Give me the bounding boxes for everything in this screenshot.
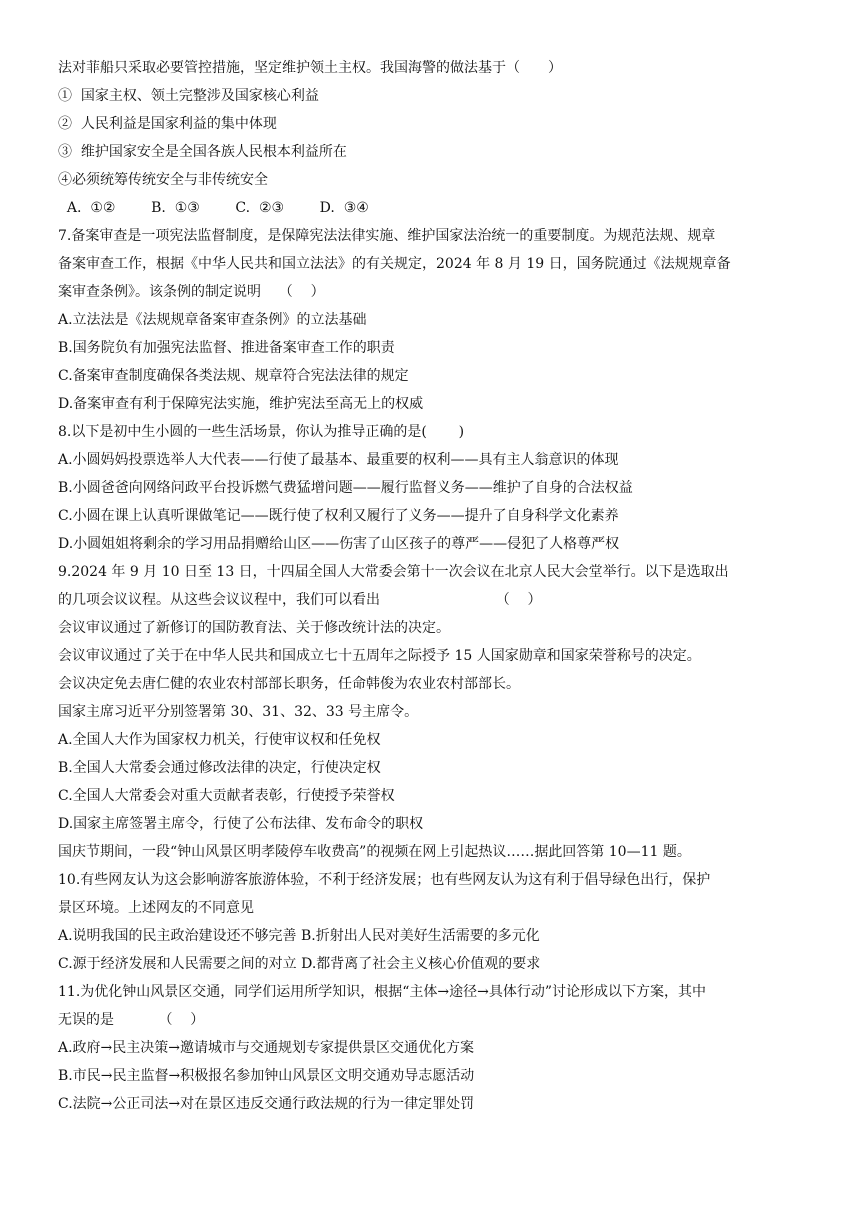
questions-10-11-intro: 国庆节期间，一段“钟山风景区明孝陵停车收费高”的视频在网上引起热议……据此回答第 10—11 题。 [58, 844, 691, 860]
question-9-option-b: B.全国人大常委会通过修改法律的决定，行使决定权 [58, 760, 381, 776]
question-11-stem-line-2: 无误的是 （ ） [58, 1012, 205, 1028]
question-7 [58, 222, 808, 418]
question-11-option-a: A.政府→民主决策→邀请城市与交通规划专家提供景区交通优化方案 [58, 1040, 475, 1056]
question-10-options-ab: A.说明我国的民主政治建设还不够完善 B.折射出人民对美好生活需要的多元化 [58, 928, 540, 944]
question-8-option-b: B.小圆爸爸向网络问政平台投诉燃气费猛增问题——履行监督义务——维护了自身的合法权益 [58, 480, 633, 496]
question-7-option-d: D.备案审查有利于保障宪法实施，维护宪法至高无上的权威 [58, 396, 424, 412]
question-10-options-cd: C.源于经济发展和人民需要之间的对立 D.都背离了社会主义核心价值观的要求 [58, 956, 541, 972]
question-6-item-2: ② 人民利益是国家利益的集中体现 [58, 116, 277, 132]
question-11-option-b: B.市民→民主监督→积极报名参加钟山风景区文明交通劝导志愿活动 [58, 1068, 475, 1084]
question-9-option-d: D.国家主席签署主席令，行使了公布法律、发布命令的职权 [58, 816, 424, 832]
question-9-option-a: A.全国人大作为国家权力机关，行使审议权和任免权 [58, 732, 381, 748]
exam-page [58, 54, 808, 1118]
question-7-stem-line-1: 7.备案审查是一项宪法监督制度，是保障宪法法律实施、维护国家法治统一的重要制度。为规范法规、规章 [58, 228, 716, 244]
question-6-item-1: ① 国家主权、领土完整涉及国家核心利益 [58, 88, 319, 104]
question-11-stem-line-1: 11.为优化钟山风景区交通，同学们运用所学知识，根据“主体→途径→具体行动”讨论形成以下方案，其中 [58, 984, 707, 1000]
question-6-stem: 法对菲船只采取必要管控措施，坚定维护领土主权。我国海警的做法基于（ ） [58, 60, 562, 76]
question-6-item-3: ③ 维护国家安全是全国各族人民根本利益所在 [58, 144, 347, 160]
question-6-item-4: ④必须统筹传统安全与非传统安全 [58, 172, 268, 188]
question-9-material-4: 国家主席习近平分别签署第 30、31、32、33 号主席令。 [58, 704, 419, 720]
question-9-stem-line-2: 的几项会议议程。从这些会议议程中，我们可以看出 （ ） [58, 592, 542, 608]
question-7-option-b: B.国务院负有加强宪法监督、推进备案审查工作的职责 [58, 340, 395, 356]
question-9 [58, 558, 808, 838]
question-7-option-c: C.备案审查制度确保各类法规、规章符合宪法法律的规定 [58, 368, 409, 384]
question-9-option-c: C.全国人大常委会对重大贡献者表彰，行使授予荣誉权 [58, 788, 395, 804]
question-9-material-3: 会议决定免去唐仁健的农业农村部部长职务，任命韩俊为农业农村部部长。 [58, 676, 520, 692]
question-9-material-1: 会议审议通过了新修订的国防教育法、关于修改统计法的决定。 [58, 620, 450, 636]
question-9-stem-line-1: 9.2024 年 9 月 10 日至 13 日，十四届全国人大常委会第十一次会议在北京人民大会堂举行。以下是选取出 [58, 564, 729, 580]
question-7-option-a: A.立法法是《法规规章备案审查条例》的立法基础 [58, 312, 367, 328]
question-6 [58, 54, 808, 222]
question-7-stem-line-3: 案审查条例》。该条例的制定说明 （ ） [58, 284, 325, 300]
question-8 [58, 418, 808, 558]
question-8-option-a: A.小圆妈妈投票选举人大代表——行使了最基本、最重要的权利——具有主人翁意识的体现 [58, 452, 619, 468]
question-10 [58, 866, 808, 978]
question-7-stem-line-2: 备案审查工作，根据《中华人民共和国立法法》的有关规定，2024 年 8 月 19 日，国务院通过《法规规章备 [58, 256, 731, 272]
question-9-material-2: 会议审议通过了关于在中华人民共和国成立七十五周年之际授予 15 人国家勋章和国家荣誉称号的决定。 [58, 648, 701, 664]
question-8-option-c: C.小圆在课上认真听课做笔记——既行使了权利又履行了义务——提升了自身科学文化素养 [58, 508, 619, 524]
question-6-choices: A. ①② B. ①③ C. ②③ D. ③④ [58, 200, 369, 216]
question-10-stem-line-1: 10.有些网友认为这会影响游客旅游体验，不利于经济发展；也有些网友认为这有利于倡导绿色出行，保护 [58, 872, 711, 888]
question-8-option-d: D.小圆姐姐将剩余的学习用品捐赠给山区——伤害了山区孩子的尊严——侵犯了人格尊严权 [58, 536, 620, 552]
question-11 [58, 978, 808, 1118]
question-10-stem-line-2: 景区环境。上述网友的不同意见 [58, 900, 254, 916]
question-8-stem: 8.以下是初中生小圆的一些生活场景，你认为推导正确的是( ) [58, 424, 465, 440]
question-11-option-c: C.法院→公正司法→对在景区违反交通行政法规的行为一律定罪处罚 [58, 1096, 475, 1112]
